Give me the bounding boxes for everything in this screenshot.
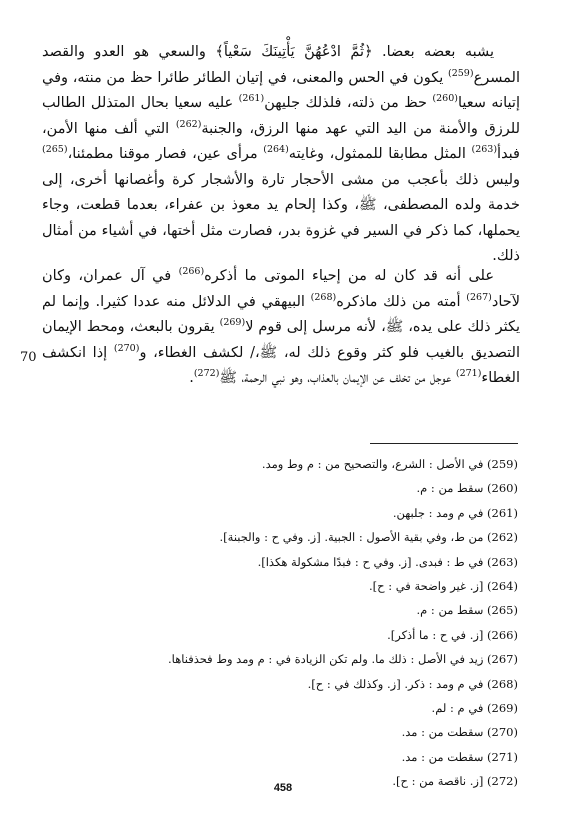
footnote-ref: (259) <box>448 67 474 79</box>
footnote-line: (264) [ز. غير واضحة في : ح]. <box>368 578 518 593</box>
footnote-line: (267) زيد في الأصل : ذلك ما. ولم تكن الزيادة في : م ومد وط فحذفناها. <box>168 652 518 667</box>
footnote-line: (263) في ط : فبدى. [ز. وفي ح : فبدًا مشكولة هكذا]. <box>257 554 518 569</box>
footnote-line: (261) في م ومد : جلبهن. <box>392 505 518 520</box>
footnote-ref: (271) <box>455 368 482 380</box>
margin-number: 70 <box>20 350 37 365</box>
footnote-ref: (266) <box>178 266 205 278</box>
footnote-ref: (262) <box>175 118 202 130</box>
footnotes <box>48 452 518 793</box>
footnote-ref: (260) <box>432 93 458 105</box>
footnote-line: (272) [ز. ناقصة من : ح]. <box>392 774 518 789</box>
footnote-line: (265) سقط من : م. <box>416 603 518 618</box>
footnote-ref: (272) <box>193 368 220 380</box>
footnote-ref: (261) <box>238 93 265 105</box>
footnote-line: (260) سقط من : م. <box>416 481 518 496</box>
footnote-line: (266) [ز. في ح : ما أذكر]. <box>387 627 518 642</box>
main-text-paragraph-1 <box>42 40 520 270</box>
footnote-line: (262) من ط، وفي بقية الأصول : الجبية. [ز. وفي ح : والجبنة]. <box>219 530 518 545</box>
footnote-ref: (265) <box>42 144 68 156</box>
footnote-ref: (270) <box>113 342 140 354</box>
footnote-line: (259) في الأصل : الشرع، والتصحيح من : م وط ومد. <box>261 457 518 471</box>
footnote-separator <box>370 443 518 444</box>
footnote-ref: (269) <box>219 317 246 329</box>
paragraph-text: يشبه بعضه بعضا. ﴿ثُمَّ ادْعُهُنَّ يَأْتِينَكَ سَعْياً﴾ والسعي هو العدو والقصد المسرع$^{(259)}$ يكون في الحس والمعنى، في إتيان الطائر طائرا حظ من منته، وفي إتيانه سعيا$^{(260)}$ حظ من ذلته، فلذلك جليهن$^{(261)}$ عليه سعيا بحال المتذلل الطالب للرزق والأمنة من اليد التي عهد منها الرزق، والجنبة$^{(262)}$ التي ألف منها الأمن، فبدأ$^{(263)}$ المثل مطابقا للممثول، وغايته$^{(264)}$ مرأى عين، فصار موقنا مطمئنا،$^{(265)}$ وليس ذلك بأعجب من مشى الأحجار تارة والأشجار كرة وأغصانها أخرى، إلى خدمة ولده المصطفى، ﷺ، وكذا إلحام يد معوذ بن عفراء، بعدما قطعت، وجاء يحملها، كما ذكر في السير في غزوة بدر، فصارت مثل أختها، في أشياء من أمثال ذلك. <box>42 44 520 264</box>
paragraph-text: على أنه قد كان له من إحياء الموتى ما أذكره$^{(266)}$ في آل عمران، وكان لآحاد$^{(267)}$ أمته من ذلك ماذكره$^{(268)}$ البيهقي في الدلائل منه عددا كثيرا. وإنما لم يكثر ذلك على يده، ﷺ، لأنه مرسل إلى قوم لا$^{(269)}$ يقرون بالبعث، ومحط الإيمان التصديق بالغيب فلو كثر وقوع ذلك له، ﷺ،/ لكشف الغطاء، و$^{(270)}$ إذا انكشف الغطاء$^{(271)}$ عوجل من تخلف عن الإيمان بالعذاب، وهو نبي الرحمة، ﷺ$^{(272)}$. <box>42 266 520 386</box>
footnote-line: (270) سقطت من : مد. <box>401 725 518 740</box>
footnote-ref: (267) <box>466 291 492 303</box>
footnote-line: (268) في م ومد : ذكر. [ز. وكذلك في : ح]. <box>307 676 518 691</box>
footnote-ref: (264) <box>263 144 289 156</box>
footnote-line: (269) في م : لم. <box>431 700 518 715</box>
footnote-ref: (263) <box>471 144 498 156</box>
footnote-ref: (268) <box>310 291 337 303</box>
main-text-paragraph-2 <box>42 264 520 392</box>
page-number: 458 <box>273 782 293 794</box>
footnote-line: (271) سقطت من : مد. <box>401 749 518 764</box>
